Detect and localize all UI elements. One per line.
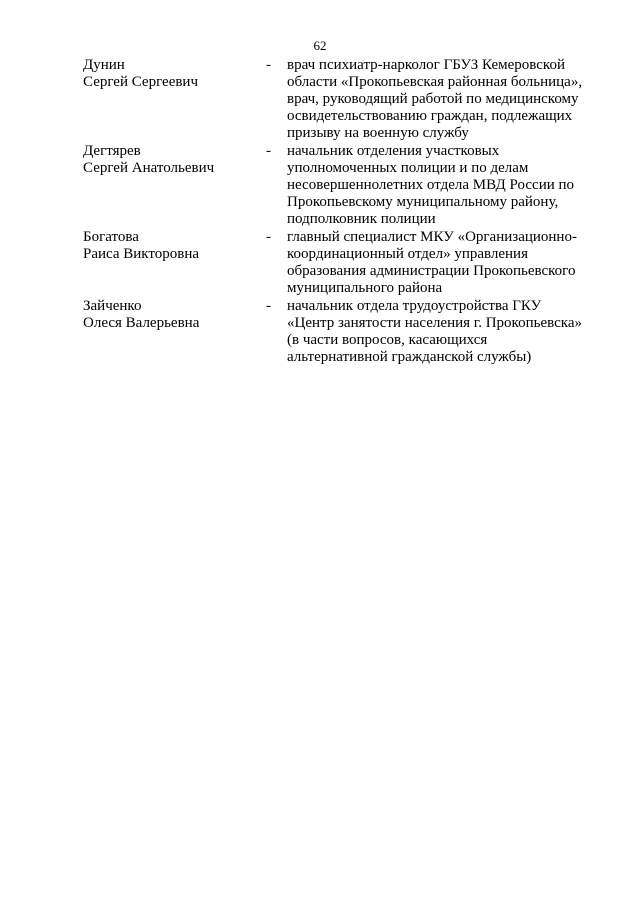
member-role-line: «Центр занятости населения г. Прокопьевска» [287,315,582,331]
member-role-line: врач психиатр-нарколог ГБУЗ Кемеровской [287,57,565,73]
member-dash: - [266,229,271,245]
member-role-line: освидетельствованию граждан, подлежащих [287,108,573,124]
member-role-line: главный специалист МКУ «Организационно- [287,229,577,245]
page-number: 62 [313,38,327,53]
member-role-line: призыву на военную службу [287,125,469,141]
member-dash: - [266,57,271,73]
member-list [0,57,640,366]
member-role-line: уполномоченных полиции и по делам [287,160,529,176]
member-row [0,298,640,366]
member-role-line: альтернативной гражданской службы) [287,349,532,365]
member-role-line: Прокопьевскому муниципальному району, [287,194,559,210]
member-role-line: образования администрации Прокопьевского [287,263,576,279]
member-name [83,57,258,91]
member-surname: Богатова [83,229,139,245]
member-role-line: подполковник полиции [287,211,436,227]
member-role-line: области «Прокопьевская районная больница», [287,74,583,90]
member-surname: Зайченко [83,298,142,314]
member-role-line: (в части вопросов, касающихся [287,332,488,348]
member-role [287,229,597,297]
member-given-names: Раиса Викторовна [83,246,200,262]
member-role [287,143,597,228]
member-name [83,143,258,177]
member-role [287,298,597,366]
member-given-names: Сергей Сергеевич [83,74,199,90]
member-name [83,298,258,332]
member-given-names: Олеся Валерьевна [83,315,200,331]
member-dash: - [266,298,271,314]
member-role-line: врач, руководящий работой по медицинскому [287,91,579,107]
member-row [0,57,640,142]
member-role [287,57,597,142]
member-role-line: координационный отдел» управления [287,246,528,262]
member-surname: Дунин [83,57,125,73]
member-dash: - [266,143,271,159]
member-row [0,143,640,228]
member-name [83,229,258,263]
member-row [0,229,640,297]
member-role-line: начальник отдела трудоустройства ГКУ [287,298,542,314]
member-role-line: несовершеннолетних отдела МВД России по [287,177,575,193]
member-surname: Дегтярев [83,143,141,159]
member-role-line: муниципального района [287,280,443,296]
member-role-line: начальник отделения участковых [287,143,500,159]
member-given-names: Сергей Анатольевич [83,160,215,176]
